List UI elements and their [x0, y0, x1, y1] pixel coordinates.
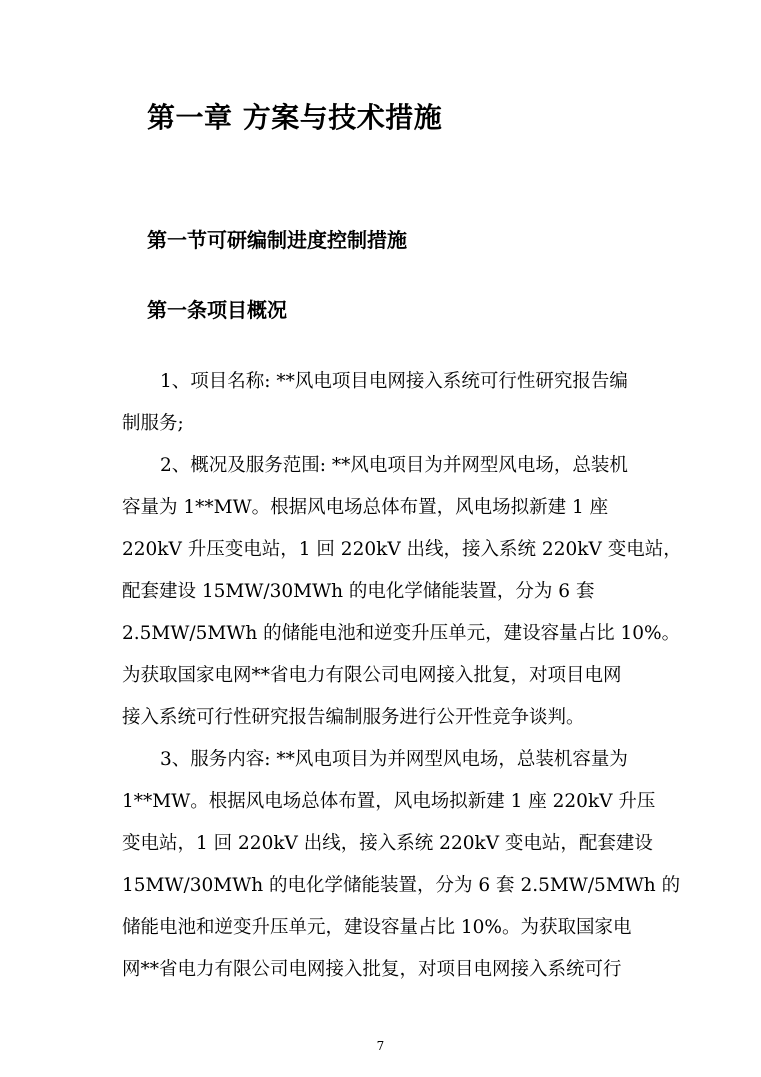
paragraph-line: 3、服务内容: **风电项目为并网型风电场，总装机容量为 [160, 749, 628, 770]
paragraph-line: 储能电池和逆变升压单元，建设容量占比 10%。为获取国家电 [122, 917, 632, 938]
paragraph-line: 为获取国家电网**省电力有限公司电网接入批复，对项目电网 [122, 665, 622, 686]
paragraph-line: 2、概况及服务范围: **风电项目为并网型风电场，总装机 [160, 455, 628, 476]
paragraph-line: 容量为 1**MW。根据风电场总体布置，风电场拟新建 1 座 [122, 497, 609, 518]
paragraph-line: 2.5MW/5MWh 的储能电池和逆变升压单元，建设容量占比 10%。 [122, 623, 681, 644]
paragraph-line: 1**MW。根据风电场总体布置，风电场拟新建 1 座 220kV 升压 [122, 791, 656, 812]
paragraph-line: 15MW/30MWh 的电化学储能装置，分为 6 套 2.5MW/5MWh 的 [122, 875, 681, 896]
paragraph-line: 配套建设 15MW/30MWh 的电化学储能装置，分为 6 套 [122, 581, 595, 602]
page-number: 7 [376, 1039, 385, 1053]
paragraph-line: 制服务; [122, 413, 184, 434]
chapter-title: 第一章 方案与技术措施 [147, 101, 443, 134]
paragraph-line: 网**省电力有限公司电网接入批复，对项目电网接入系统可行 [122, 959, 622, 980]
paragraph-line: 变电站，1 回 220kV 出线，接入系统 220kV 变电站，配套建设 [122, 833, 653, 854]
paragraph-line: 接入系统可行性研究报告编制服务进行公开性竞争谈判。 [122, 707, 585, 728]
section-title: 第一节可研编制进度控制措施 [147, 228, 407, 252]
paragraph-line: 220kV 升压变电站，1 回 220kV 出线，接入系统 220kV 变电站， [122, 539, 682, 560]
article-title: 第一条项目概况 [147, 298, 287, 322]
paragraph-line: 1、项目名称: **风电项目电网接入系统可行性研究报告编 [160, 371, 628, 392]
